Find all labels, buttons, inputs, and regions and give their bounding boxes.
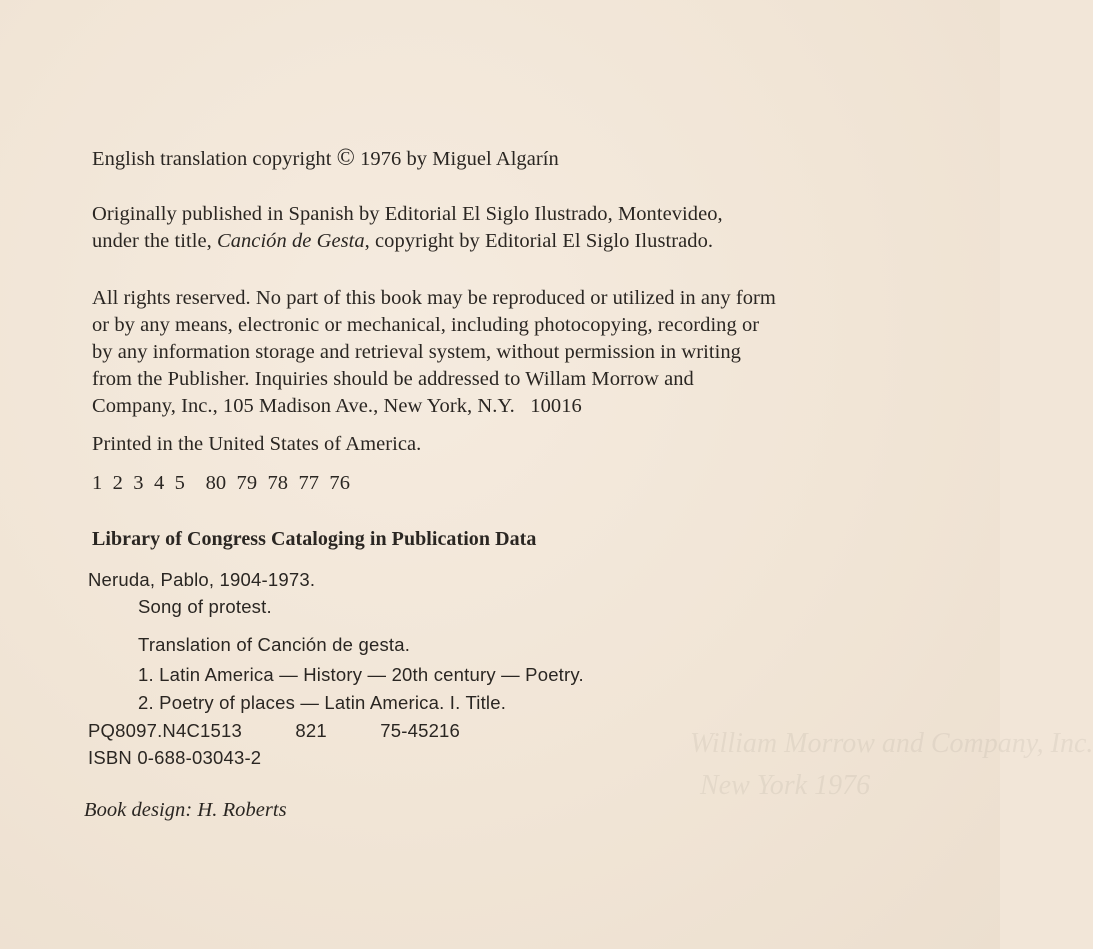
printed-line: Printed in the United States of America.: [92, 433, 422, 455]
original-pub-line-2: [92, 228, 713, 254]
cip-call-number: PQ8097.N4C1513 821 75-45216: [88, 720, 461, 741]
print-numbers: 1 2 3 4 5 80 79 78 77 76: [92, 472, 350, 494]
original-title: Canción de Gesta: [216, 230, 365, 252]
cip-translation: Translation of Canción de gesta.: [138, 634, 411, 655]
rights-line-4: from the Publisher. Inquiries should be addressed to Willam Morrow and: [92, 368, 694, 390]
cip-author: Neruda, Pablo, 1904-1973.: [88, 569, 316, 590]
bleed-through-text-1: William Morrow and Company, Inc.: [690, 728, 1093, 759]
original-pub-line-1: Originally published in Spanish by Editorial El Siglo Ilustrado, Montevideo,: [92, 203, 723, 225]
design-credit: Book design: H. Roberts: [84, 799, 287, 821]
rights-line-5: Company, Inc., 105 Madison Ave., New York, N.Y. 10016: [92, 395, 582, 417]
cip-title: Song of protest.: [138, 596, 272, 617]
rights-line-1: All rights reserved. No part of this book may be reproduced or utilized in any form: [92, 287, 776, 309]
copyright-symbol: ©: [336, 145, 355, 171]
original-pub-post: , copyright by Editorial El Siglo Ilustrado.: [364, 230, 714, 252]
copyright-post: 1976 by Miguel Algarín: [360, 148, 559, 170]
cip-subject-2: 2. Poetry of places — Latin America. I. Title.: [138, 692, 507, 713]
rights-line-2: or by any means, electronic or mechanical, including photocopying, recording or: [92, 314, 760, 336]
rights-line-3: by any information storage and retrieval system, without permission in writing: [92, 341, 741, 363]
cip-heading: Library of Congress Cataloging in Publication Data: [92, 528, 537, 550]
copyright-pre: English translation copyright: [92, 148, 332, 170]
cip-subject-1: 1. Latin America — History — 20th century — Poetry.: [138, 664, 584, 685]
bleed-through-text-2: New York 1976: [700, 770, 871, 801]
cip-isbn: ISBN 0-688-03043-2: [88, 747, 262, 768]
copyright-line: [92, 145, 559, 172]
original-pub-pre: under the title,: [92, 230, 212, 252]
